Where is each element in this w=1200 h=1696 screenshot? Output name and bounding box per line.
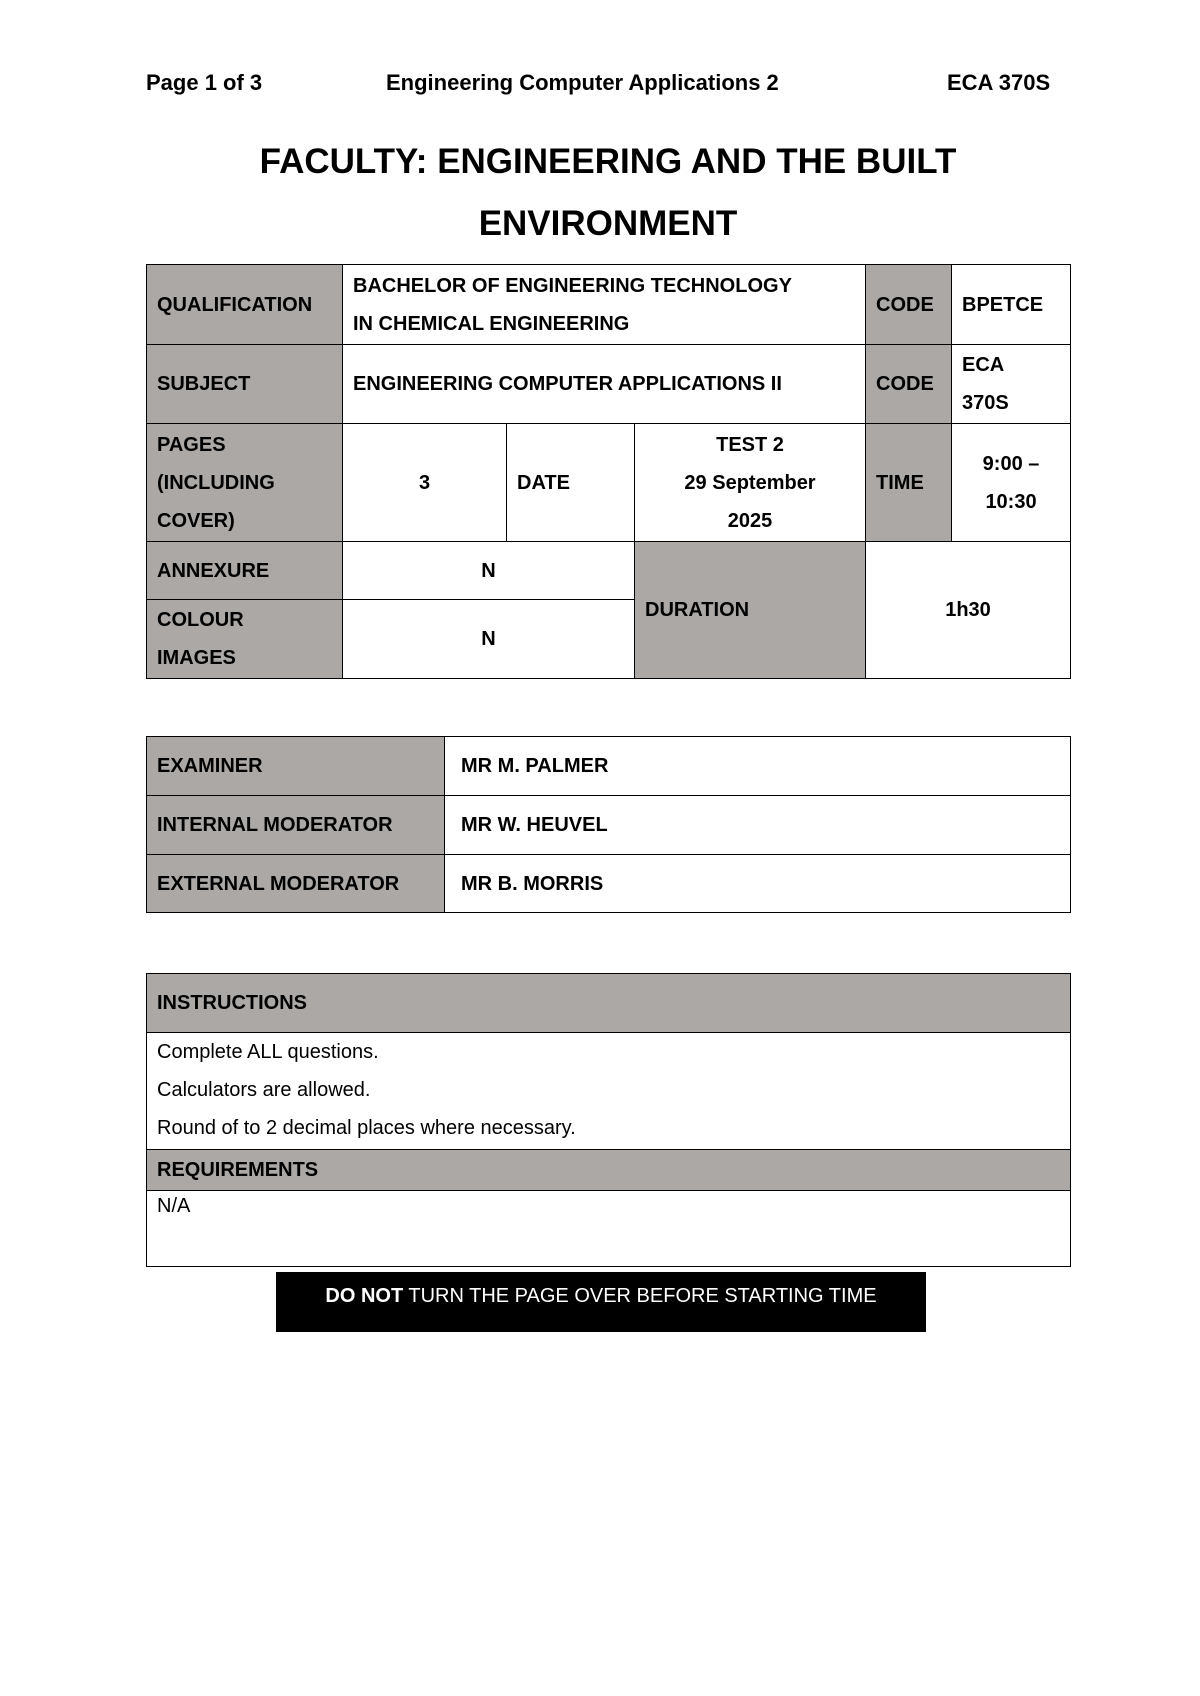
banner-bold-text: DO NOT <box>325 1285 404 1307</box>
subject-label: SUBJECT <box>147 345 343 424</box>
faculty-title-line1: FACULTY: ENGINEERING AND THE BUILT <box>259 142 957 181</box>
staff-table <box>146 736 1071 913</box>
external-moderator-label: EXTERNAL MODERATOR <box>147 855 445 913</box>
date-line3: 2025 <box>727 509 773 532</box>
qualification-value <box>343 265 866 345</box>
faculty-title-line2: ENVIRONMENT <box>478 204 738 243</box>
qualification-code: BPETCE <box>952 265 1071 345</box>
annexure-label: ANNEXURE <box>147 542 343 600</box>
internal-moderator-label: INTERNAL MODERATOR <box>147 796 445 855</box>
time-value <box>952 424 1071 542</box>
examiner-value: MR M. PALMER <box>445 737 1071 796</box>
subject-code-line1: ECA <box>962 354 1005 376</box>
external-moderator-value: MR B. MORRIS <box>445 855 1071 913</box>
duration-label: DURATION <box>635 542 866 679</box>
subject-code <box>952 345 1071 424</box>
instructions-table <box>146 973 1071 1267</box>
internal-moderator-value: MR W. HEUVEL <box>445 796 1071 855</box>
date-label: DATE <box>507 424 635 542</box>
duration-value: 1h30 <box>866 542 1071 679</box>
course-name: Engineering Computer Applications 2 <box>386 70 779 95</box>
course-info-table <box>146 264 1071 679</box>
requirements-heading: REQUIREMENTS <box>147 1150 1071 1191</box>
qualification-code-label: CODE <box>866 265 952 345</box>
date-line1: TEST 2 <box>716 433 784 456</box>
pages-label <box>147 424 343 542</box>
page-number: Page 1 of 3 <box>146 70 263 95</box>
banner-text: TURN THE PAGE OVER BEFORE STARTING TIME <box>403 1285 877 1307</box>
qualification-label: QUALIFICATION <box>147 265 343 345</box>
colour-images-label <box>147 600 343 679</box>
colour-label-line1: COLOUR <box>157 609 244 631</box>
date-line2: 29 September <box>684 471 816 494</box>
annexure-value: N <box>343 542 635 600</box>
pages-label-line2: (INCLUDING <box>157 471 275 494</box>
instructions-list <box>147 1033 1071 1150</box>
time-line2: 10:30 <box>985 490 1037 513</box>
instructions-heading: INSTRUCTIONS <box>147 974 1071 1033</box>
qualification-line1: BACHELOR OF ENGINEERING TECHNOLOGY <box>353 274 792 297</box>
subject-code-label: CODE <box>866 345 952 424</box>
subject-code-line2: 370S <box>962 392 1009 414</box>
instruction-item: Calculators are allowed. <box>157 1079 371 1101</box>
date-value <box>635 424 866 542</box>
time-line1: 9:00 – <box>982 452 1040 475</box>
requirements-value: N/A <box>147 1191 1071 1267</box>
examiner-label: EXAMINER <box>147 737 445 796</box>
pages-label-line3: COVER) <box>157 509 235 532</box>
instruction-item: Complete ALL questions. <box>157 1041 379 1063</box>
instruction-item: Round of to 2 decimal places where necessary. <box>157 1117 576 1139</box>
colour-label-line2: IMAGES <box>157 647 236 669</box>
course-code: ECA 370S <box>947 70 1051 95</box>
time-label: TIME <box>866 424 952 542</box>
qualification-line2: IN CHEMICAL ENGINEERING <box>353 312 630 335</box>
subject-value: ENGINEERING COMPUTER APPLICATIONS II <box>343 345 866 424</box>
pages-label-line1: PAGES <box>157 433 226 456</box>
do-not-turn-banner <box>276 1272 926 1332</box>
colour-images-value: N <box>343 600 635 679</box>
pages-value: 3 <box>343 424 507 542</box>
